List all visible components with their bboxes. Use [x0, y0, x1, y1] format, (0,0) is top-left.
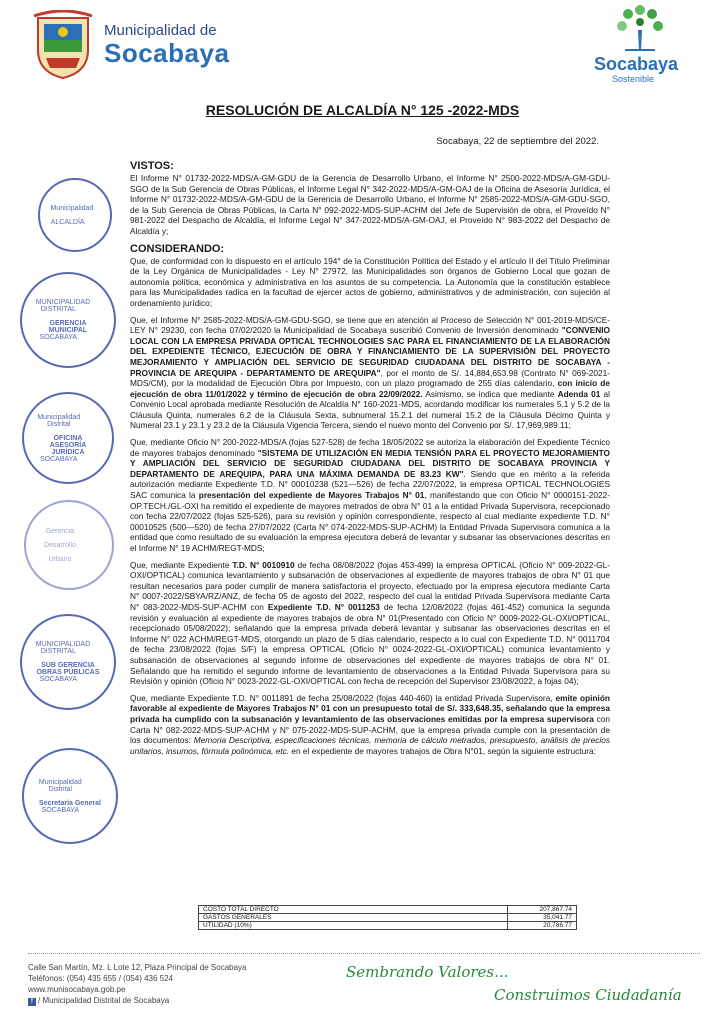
- footer-facebook[interactable]: f / Municipalidad Distrital de Socabaya: [28, 995, 247, 1006]
- considerando-paragraph-5: Que, mediante Expediente T.D. N° 0011891 de fecha 25/08/2022 (fojas 440-460) la entidad Privada Supervisora, emite opinión favorable al expediente de Mayores Trabajos N° 01 con un presupuesto total de S/. 333,648.35, señalando que la empresa privada ha cumplido con la subsanación y levantamiento de las observaciones emitidas por la empresa supervisora con Carta N° 082-2022-MDS-SUP-ACHM y N° 075-2022-MDS-SUP-ACHM, que la empresa privada cumple con la presentación de los documentos: Memoria Descriptiva, especificaciones técnicas, memoria de cálculo metrados, presupuesto, análisis de precios unitarios, insumos, fórmula polinómica, etc. en el expediente de mayores trabajos de Obra N°01, según la siguiente estructura:: [130, 692, 610, 756]
- resolution-body: [130, 160, 610, 762]
- cost-structure-table: [198, 905, 577, 930]
- vistos-paragraph: El Informe N° 01732-2022-MDS/A-GM-GDU de la Gerencia de Desarrollo Urbano, el Informe N° 2500-2022-MDS/A-GM-GDU-SGO de la Sub Gerencia de Obras Públicas, el Informe Legal N° 342-2022-MDS/A-GM-OAJ de la Oficina de Asesoría Jurídica, el Informe N° 01732-2022-MDS/A-GM-GDU de la Gerencia de Desarrollo Urbano, el Informe N° 2585-2022-MDS/A-GM-GDU-SGO, de la Sub Gerencia de Obras Públicas, la Carta N° 092-2022-MDS-SUP-ACHM del Jefe de Supervisión de obra, el Proveído N° 981-2022 del Despacho de Alcaldía, el Informe Legal N° 347-2022-MDS/A-GM-OAJ, el Proveído N° 983-2022 del Despacho de Alcaldía y;: [130, 173, 610, 236]
- footer-divider: [28, 953, 700, 954]
- stamp-obras-publicas: MUNICIPALIDAD DISTRITAL SUB GERENCIA OBRAS PÚBLICAS SOCABAYA: [20, 614, 116, 710]
- stamp-asesoria-juridica: Municipalidad Distrital OFICINA ASESORÍA JURÍDICA SOCABAYA: [22, 392, 114, 484]
- table-row: GASTOS GENERALES 35,041.77: [199, 914, 577, 922]
- stamp-alcaldia: Municipalidad ALCALDÍA: [38, 178, 112, 252]
- table-row: COSTO TOTAL DIRECTO 207,867.74: [199, 906, 577, 914]
- footer-contact: [28, 962, 247, 1006]
- facebook-icon: f: [28, 998, 36, 1006]
- slogan-sembrando: Sembrando Valores...: [346, 963, 509, 981]
- considerando-paragraph-2: Que, el Informe N° 2585-2022-MDS/A-GM-GDU-SGO, se tiene que en atención al Proceso de Selección N° 001-2019-MDS/CE-LEY N° 29230, con fecha 07/02/2020 la Municipalidad de Socabaya suscribió Convenio de Inversión denominado "CONVENIO LOCAL CON LA EMPRESA PRIVADA OPTICAL TECHNOLOGIES SAC PARA EL FINANCIAMIENTO DE LA ELABORACIÓN DEL EXPEDIENTE TÉCNICO, EJECUCIÓN DE OBRA Y FINANCIAMIENTO DE LA SUPERVISIÓN DEL PROYECTO MEJORAMIENTO Y AMPLIACIÓN DEL SERVICIO DE SEGURIDAD CIUDADANA DEL DISTRITO DE SOCABAYA - PROVINCIA DE AREQUIPA - DEPARTAMENTO DE AREQUIPA", por el monto de S/. 14,884,653.98 (Contrato N° 069-2021-MDS/CM), por la modalidad de Ejecución Obra por Impuesto, con un plazo programado de 255 días calendario, con inicio de ejecución de obra 11/01/2022 y término de ejecución de obra 22/09/2022. Asimismo, se indica que mediante Adenda 01 al Convenio Local aprobada mediante Resolución de Alcaldía N° 160-2021-MDS, acordando modificar los numerales 5.1 y 5.2 de la Cláusula Quinta, numerales 6.2 de la Cláusula Sexta, subnumeral 15.2.1 del numeral 15.2 de la Cláusula Décimo Quinta y Numeral 23.1 y 23.1 y 23.2 de la Cláusula Vigencia Tercera, siendo el nuevo monto del Convenio por S/. 17,969,989.11;: [130, 314, 611, 431]
- table-row: UTILIDAD (10%) 20,786.77: [199, 922, 577, 930]
- municipal-crest-icon: [32, 10, 94, 80]
- municipality-name: Socabaya: [104, 38, 230, 68]
- footer-address: Calle San Martín, Mz. L Lote 12, Plaza Principal de Socabaya: [28, 963, 247, 972]
- logo-tagline: Sostenible: [612, 74, 655, 84]
- resolution-date: Socabaya, 22 de septiembre del 2022.: [436, 136, 599, 147]
- considerando-paragraph-1: Que, de conformidad con lo dispuesto en el artículo 194° de la Constitución Política del Estado y el artículo II del Título Preliminar de la Ley Orgánica de Municipalidades - Ley N° 27972, las Municipalidades son órganos de Gobierno Local que gozan de autonomía política, económica y administrativa en los asuntos de su competencia. La Autonomía que la constitución establece para las Municipalidades radica en la facultad de ejercer actos de gobierno, administrativos y de administración, con sujeción al ordenamiento jurídico;: [130, 255, 610, 308]
- stamp-secretaria-general: Municipalidad Distrital Secretaría General SOCABAYA: [22, 748, 118, 844]
- municipality-label: Municipalidad de: [104, 22, 217, 39]
- footer-web[interactable]: www.munisocabaya.gob.pe: [28, 985, 126, 994]
- logo-wordmark: Socabaya: [594, 54, 679, 74]
- letterhead: [0, 0, 725, 95]
- considerando-paragraph-4: Que, mediante Expediente T.D. N° 0010910 de fecha 08/08/2022 (fojas 453-499) la empresa OPTICAL (Oficio N° 009-2022-GL-OXI/OPTICAL) comunica levantamiento y subsanación de observaciones al expediente de mayores trabajos de obra N° 01 que resultan necesarios para poder cumplir de manera satisfactoria el proyecto, efectuado por la empresa ejecutora mediante Carta N° 0007-2022/SBYA/RZ/ANZ, de fecha 05 de agosto del 2022, respecto del cual la entidad Privada Supervisora mediante Carta N° 083-2022-MDS-SUP-ACHM con Expediente T.D. N° 0011253 de fecha 12/08/2022 (fojas 461-452) comunica la segunda revisión y evaluación al expediente de mayores trabajos de obra N° 01(Presentado con Oficio N° 0009-2022-GL-OXI/OPTICAL, recepcionado 05/08/2022); señalando que la empresa privada deberá levantar y subsanar las observaciones descritas en el Informe N° 022 ACHM/REGT-MDS, otorgando un plazo de 5 días calendario, respecto a lo cual con Expediente T.D. N° 0011704 de fecha 23/08/2022 (fojas S/F) la empresa OPTICAL (Oficio N° 0024-2022-GL-OXI/OPTICAL) comunica levantamiento y subsanación de observaciones al segundo informe de observaciones del expediente de mayores trabajos de obra N° 01. Señalando que ha remitido el segundo informe de levantamiento de observaciones a la Entidad Privada Supervisora para su Revisión y opinión (Oficio N° 0023-2022-GL-OXI/OPTICAL con fecha de recepción del Supervisor 23/08/2022, a fojas 04);: [130, 559, 610, 687]
- vistos-heading: VISTOS:: [130, 160, 174, 172]
- considerando-heading: CONSIDERANDO:: [130, 242, 225, 255]
- slogan-construimos: Construimos Ciudadanía: [494, 986, 682, 1004]
- socabaya-sostenible-logo: [580, 4, 695, 84]
- stamp-gerencia-municipal: MUNICIPALIDAD DISTRITAL GERENCIA MUNICIPAL SOCABAYA: [20, 272, 116, 368]
- resolution-title: RESOLUCIÓN DE ALCALDÍA N° 125 -2022-MDS: [205, 102, 520, 118]
- footer-phone: Teléfonos: (054) 435 655 / (054) 436 524: [28, 974, 173, 983]
- considerando-paragraph-3: Que, mediante Oficio N° 200-2022-MDS/A (fojas 527-528) de fecha 18/05/2022 se autoriza la elaboración del Expediente Técnico de mayores trabajos denominado "SISTEMA DE UTILIZACIÓN EN MEDIA TENSIÓN PARA EL PROYECTO MEJORAMIENTO Y AMPLIACIÓN DEL SERVICIO DE SEGURIDAD CIUDADANA DEL DISTRITO DE SOCABAYA PROVINCIA Y DEPARTAMENTO DE AREQUIPA, PARA UNA MÁXIMA DEMANDA DE 83.23 KW". Siendo que en mérito a la referida autorización mediante Expediente T.D. N° 00010238 (521—526) de fecha 22/07/2022, la empresa OPTICAL TECHNOLOGIES SAC comunica la presentación del expediente de Mayores Trabajos N° 01, manifestando que con Oficio N° 0000151-2022-OP.TECH./GL-OXI ha remitido el expediente de mayores metrados de obra N° 01 a la entidad Privada Supervisora, recepcionado con fecha 22/07/2022 (fojas 525-526), para su revisión y opinión correspondiente, respecto al cual mediante expediente T.D. N° 00010525 (500—520) de fecha 27/07/2022 (Carta N° 074-2022-MDS-SUP-ACHM) la Entidad Privada Supervisora comunica a la entidad que como resultado de su evaluación la empresa ejecutora deberá de levantar y subsanar las observaciones descritas en el Informe N° 19 ACHM/REGT-MDS;: [130, 437, 610, 553]
- tree-icon: [580, 4, 695, 54]
- stamp-desarrollo-urbano: Gerencia Desarrollo Urbano: [24, 500, 114, 590]
